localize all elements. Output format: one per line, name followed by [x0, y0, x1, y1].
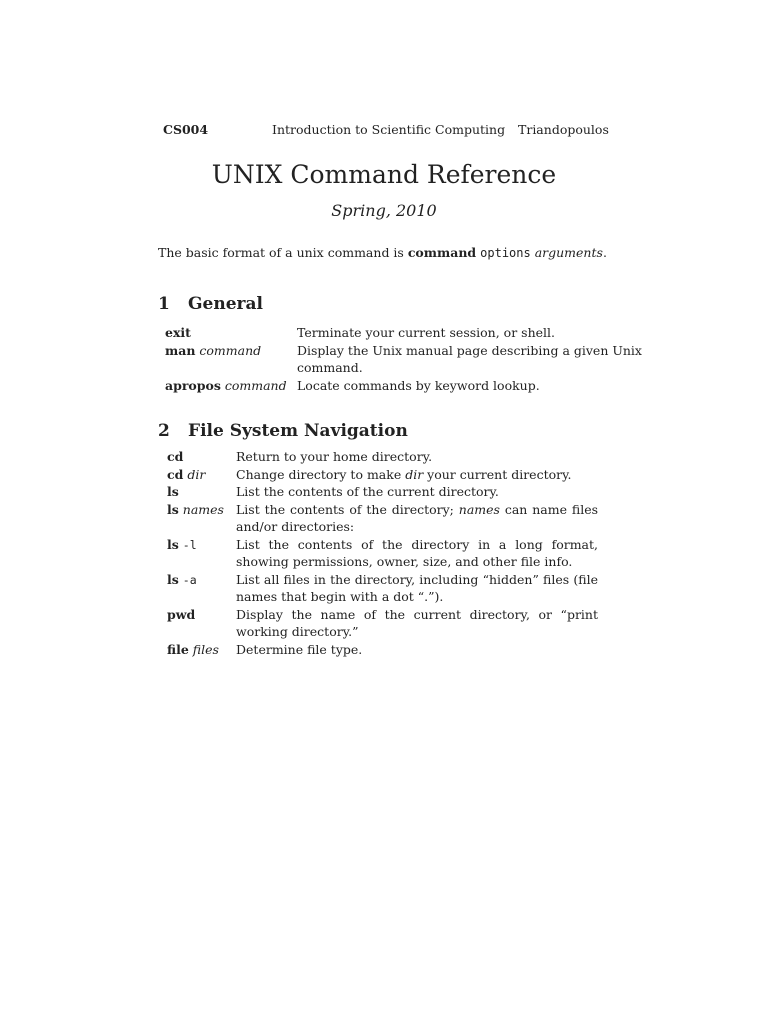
description-cell: Display the Unix manual page describing a given Unix command.	[297, 342, 642, 375]
command-cell	[167, 448, 236, 466]
command-name: apropos	[165, 377, 221, 393]
command-name: exit	[165, 325, 191, 340]
navigation-command-table	[167, 448, 598, 658]
command-cell	[167, 641, 236, 659]
command-name: pwd	[167, 606, 196, 622]
command-cell	[167, 571, 236, 606]
header-author: Triandopoulos	[518, 122, 609, 137]
description-cell	[236, 466, 598, 484]
section-number: 2	[158, 421, 170, 441]
running-header	[0, 122, 768, 142]
command-argument: command	[199, 342, 262, 358]
table-row	[167, 571, 598, 606]
intro-command: command	[407, 245, 477, 260]
table-row	[165, 324, 663, 342]
command-flag: -a	[182, 572, 197, 587]
table-row	[167, 483, 598, 501]
command-cell	[167, 466, 236, 484]
intro-options: options	[480, 246, 531, 260]
intro-paragraph	[158, 245, 618, 260]
command-argument: command	[224, 377, 287, 393]
command-cell	[165, 377, 297, 395]
command-name: man	[165, 342, 196, 358]
command-name: ls	[167, 571, 179, 587]
description-cell	[236, 501, 598, 536]
command-cell	[167, 501, 236, 536]
table-row	[167, 448, 598, 466]
command-cell	[167, 483, 236, 501]
table-row	[165, 342, 663, 377]
command-cell	[165, 342, 297, 377]
description-cell: Return to your home directory.	[236, 449, 433, 464]
description-text: your current directory.	[423, 466, 572, 482]
table-row	[167, 536, 598, 571]
command-name: ls	[167, 536, 179, 552]
intro-suffix: .	[602, 245, 607, 260]
description-cell: Determine file type.	[236, 641, 363, 657]
document-subtitle: Spring, 2010	[331, 201, 437, 220]
description-cell: Locate commands by keyword lookup.	[297, 377, 540, 393]
table-row	[167, 606, 598, 641]
command-name: cd	[167, 466, 184, 482]
header-course-title: Introduction to Scientific Computing	[272, 122, 506, 137]
section-heading-general	[158, 294, 263, 314]
section-number: 1	[158, 294, 170, 314]
table-row	[167, 466, 598, 484]
intro-prefix: The basic format of a unix command is	[158, 245, 408, 260]
description-text: Change directory to make	[236, 466, 406, 482]
description-cell: Terminate your current session, or shell.	[297, 325, 555, 340]
description-argument: names	[458, 501, 500, 517]
command-argument: names	[182, 501, 224, 517]
description-cell: List all files in the directory, including “hidden” files (file names that begin with a dot “.”).	[236, 571, 598, 604]
command-argument: dir	[187, 466, 206, 482]
section-heading-file-system-navigation	[158, 421, 408, 441]
command-name: cd	[167, 449, 184, 464]
description-text: List the contents of the directory;	[236, 501, 459, 517]
general-command-table	[165, 324, 663, 394]
command-flag: -l	[182, 537, 197, 552]
command-name: file	[167, 641, 189, 657]
table-row	[167, 641, 598, 659]
description-cell: List the contents of the current directory.	[236, 484, 499, 499]
command-name: ls	[167, 484, 179, 499]
command-argument: files	[192, 641, 219, 657]
command-name: ls	[167, 501, 179, 517]
description-argument: dir	[405, 466, 424, 482]
header-course: CS004	[163, 122, 209, 137]
section-title: File System Navigation	[188, 421, 408, 441]
description-text: can name files and/or directories:	[236, 501, 599, 534]
table-row	[165, 377, 663, 395]
command-cell	[167, 606, 236, 641]
table-row	[167, 501, 598, 536]
intro-arguments: arguments	[534, 245, 603, 260]
description-cell: List the contents of the directory in a long format, showing permissions, owner, size, and other file info.	[236, 536, 598, 569]
command-cell	[167, 536, 236, 571]
section-title: General	[188, 294, 263, 314]
description-cell: Display the name of the current directory, or “print working directory.”	[236, 606, 598, 639]
document-title: UNIX Command Reference	[211, 160, 557, 189]
command-cell	[165, 324, 297, 342]
